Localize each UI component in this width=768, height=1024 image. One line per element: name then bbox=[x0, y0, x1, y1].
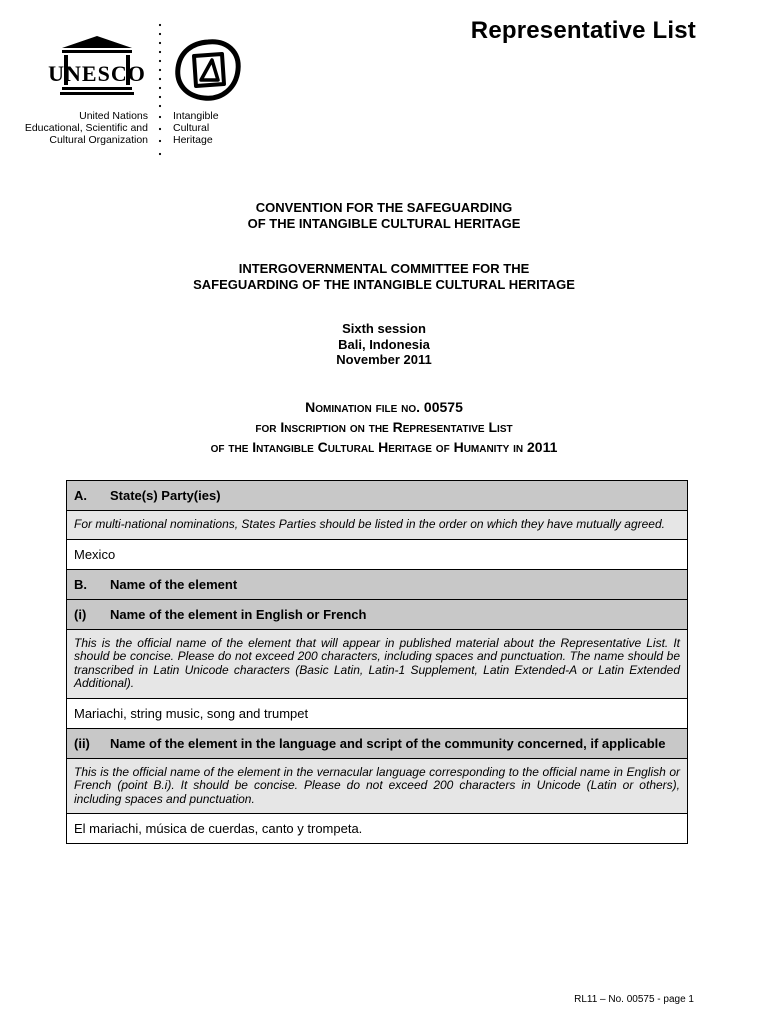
page-footer: RL11 – No. 00575 - page 1 bbox=[574, 994, 694, 1005]
section-a-instructions: For multi-national nominations, States Parties should be listed in the order on which they have mutually agreed. bbox=[67, 511, 688, 540]
logo-block bbox=[14, 22, 254, 162]
nomination-title: Nomination file no. 00575 for Inscription on the Representative List of the Intangible Cultural Heritage of Humanity in 2011 bbox=[210, 399, 558, 455]
section-a-header: A. State(s) Party(ies) bbox=[67, 481, 688, 511]
section-b-i-instructions: This is the official name of the element that will appear in published material about the Representative List. It should be concise. Please do not exceed 200 characters, including spaces and punctuation. The name should be transcribed in Latin Unicode characters (Basic Latin, Latin-1 Supplement, Latin Extended-A or Latin Extended Additional). bbox=[67, 629, 688, 698]
ich-emblem-icon bbox=[172, 38, 244, 102]
section-a-value: Mexico bbox=[67, 539, 688, 569]
unesco-temple-logo bbox=[48, 36, 146, 100]
divider-dots bbox=[158, 22, 162, 162]
section-b-header: B. Name of the element bbox=[67, 569, 688, 599]
committee-title: INTERGOVERNMENTAL COMMITTEE FOR THE SAFEGUARDING OF THE INTANGIBLE CULTURAL HERITAGE bbox=[193, 261, 575, 292]
convention-title: CONVENTION FOR THE SAFEGUARDING OF THE INTANGIBLE CULTURAL HERITAGE bbox=[247, 200, 521, 231]
section-b-ii-header: (ii) Name of the element in the language and script of the community concerned, if applicable bbox=[67, 728, 688, 758]
section-b-i-value: Mariachi, string music, song and trumpet bbox=[67, 698, 688, 728]
ich-name: Intangible Cultural Heritage bbox=[173, 110, 219, 146]
document-title: Representative List bbox=[470, 17, 696, 44]
nomination-form-table bbox=[66, 480, 688, 844]
unesco-wordmark: UNESCO bbox=[48, 61, 146, 86]
section-b-i-header: (i) Name of the element in English or French bbox=[67, 599, 688, 629]
unesco-org-name: United Nations Educational, Scientific and Cultural Organization bbox=[24, 110, 148, 146]
session-info: Sixth session Bali, Indonesia November 2011 bbox=[336, 321, 432, 367]
section-b-ii-instructions: This is the official name of the element in the vernacular language corresponding to the official name in English or French (point B.i). It should be concise. Please do not exceed 200 characters in Unicode (Latin or others), including spaces and punctuation. bbox=[67, 758, 688, 814]
section-b-ii-value: El mariachi, música de cuerdas, canto y trompeta. bbox=[67, 814, 688, 844]
